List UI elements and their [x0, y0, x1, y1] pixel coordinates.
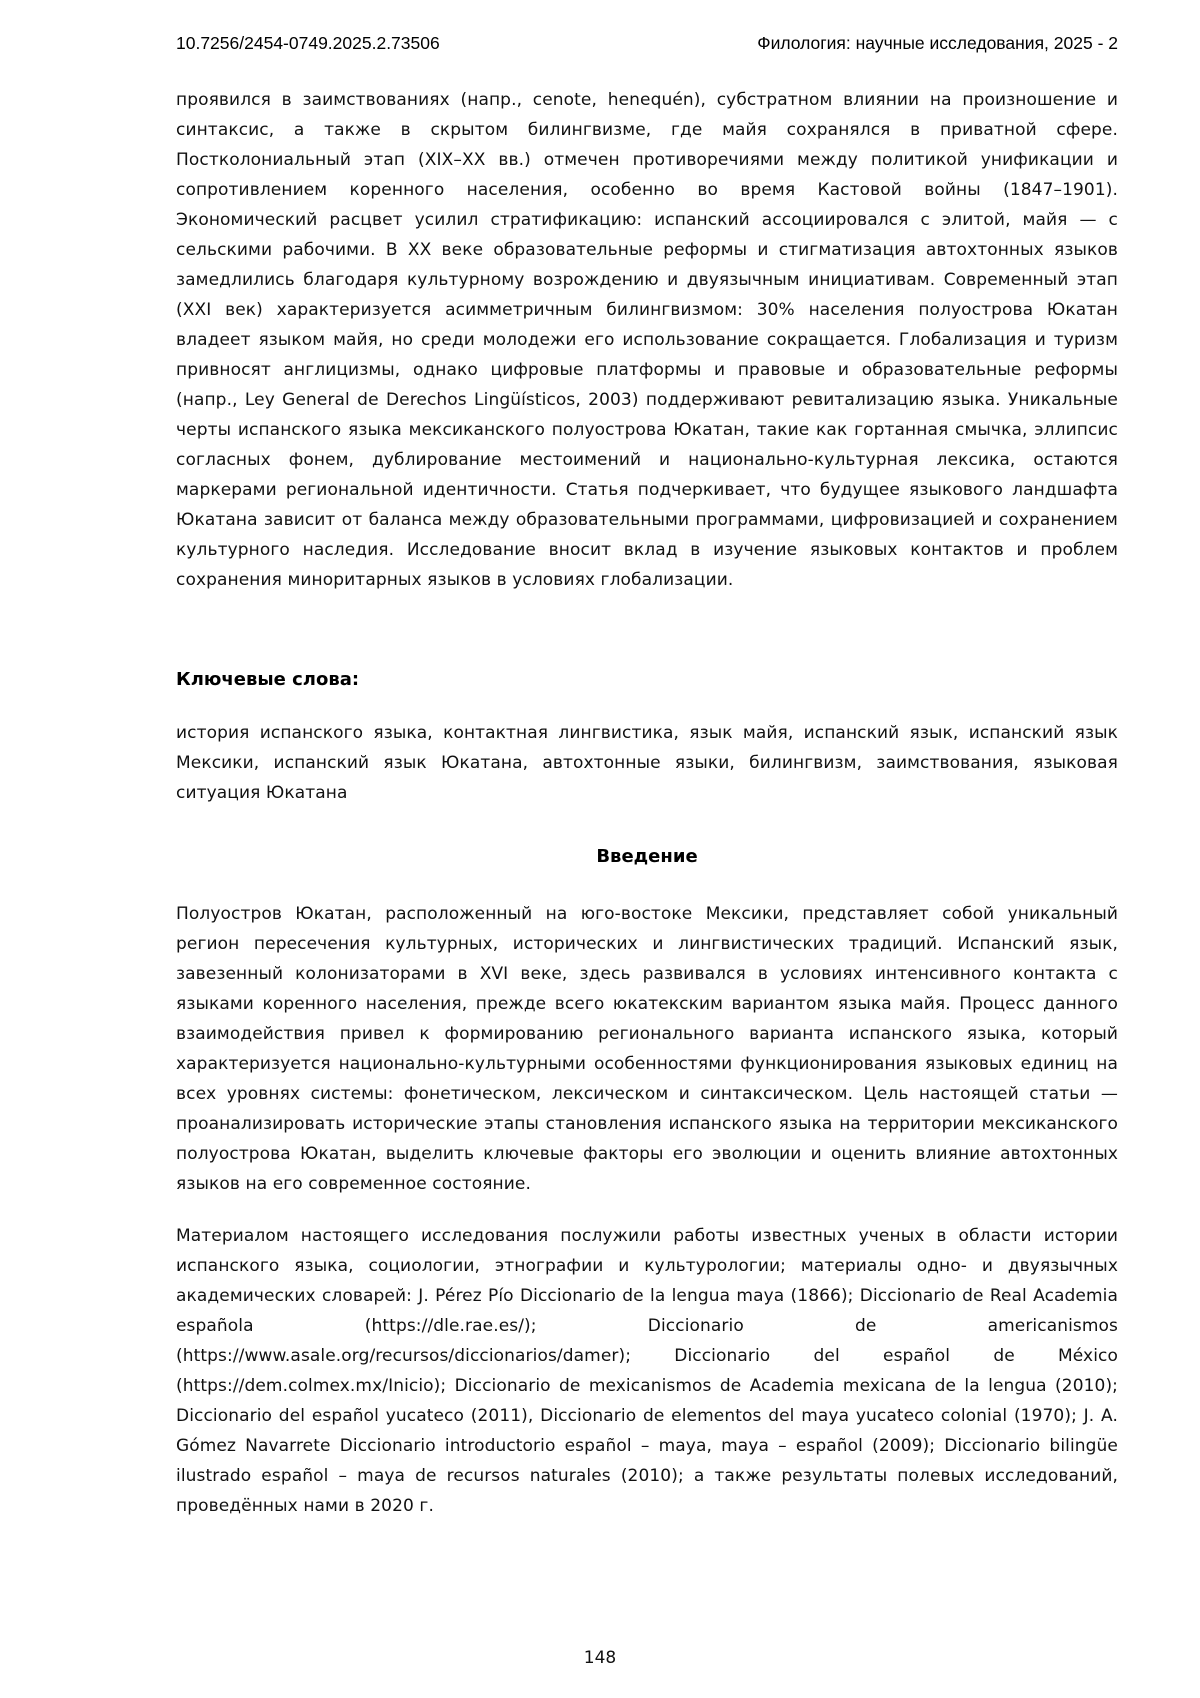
journal-title: Филология: научные исследования, 2025 - 2 [757, 33, 1118, 53]
doi-number: 10.7256/2454-0749.2025.2.73506 [176, 33, 440, 53]
page-number: 148 [583, 1648, 617, 1668]
page-footer [0, 1648, 1200, 1668]
introduction-paragraph-2: Материалом настоящего исследования послужили работы известных ученых в области истории испанского языка, социологии, этнографии и культурологии; материалы одно- и двуязычных академических словарей: J. Pérez Pío Diccionario de la lengua maya (1866); Diccionario de Real Academia española (https://dle.rae.es/); Diccionario de americanismos (https://www.asale.org/recursos/diccionarios/damer); Diccionario del español de México (https://dem.colmex.mx/Inicio); Diccionario de mexicanismos de Academia mexicana de la lengua (2010); Diccionario del español yucateco (2011), Diccionario de elementos del maya yucateco colonial (1970); J. A. Gómez Navarrete Diccionario introductorio español – maya, maya – español (2009); Diccionario bilingüe ilustrado español – maya de recursos naturales (2010); а также результаты полевых исследований, проведённых нами в 2020 г. [176, 1226, 1118, 1516]
introduction-paragraph-1: Полуостров Юкатан, расположенный на юго-востоке Мексики, представляет собой уникальный регион пересечения культурных, исторических и лингвистических традиций. Испанский язык, завезенный колонизаторами в XVI веке, здесь развивался в условиях интенсивного контакта с языками коренного населения, прежде всего юкатекским вариантом языка майя. Процесс данного взаимодействия привел к формированию регионального варианта испанского языка, который характеризуется национально-культурными особенностями функционирования языковых единиц на всех уровнях системы: фонетическом, лексическом и синтаксическом. Цель настоящей статьи — проанализировать исторические этапы становления испанского языка на территории мексиканского полуострова Юкатан, выделить ключевые факторы его эволюции и оценить влияние автохтонных языков на его современное состояние. [176, 904, 1118, 1194]
article-body [176, 85, 1118, 1521]
keywords-heading: Ключевые слова: [176, 669, 360, 690]
keywords-text: история испанского языка, контактная лингвистика, язык майя, испанский язык, испанский язык Мексики, испанский язык Юкатана, автохтонные языки, билингвизм, заимствования, языковая ситуация Юкатана [176, 723, 1118, 803]
abstract-paragraph: проявился в заимствованиях (напр., cenote, henequén), субстратном влиянии на произношение и синтаксис, а также в скрытом билингвизме, где майя сохранялся в приватной сфере. Постколониальный этап (XIX–XX вв.) отмечен противоречиями между политикой унификации и сопротивлением коренного населения, особенно во время Кастовой войны (1847–1901). Экономический расцвет усилил стратификацию: испанский ассоциировался с элитой, майя — с сельскими рабочими. В XX веке образовательные реформы и стигматизация автохтонных языков замедлились благодаря культурному возрождению и двуязычным инициативам. Современный этап (XXI век) характеризуется асимметричным билингвизмом: 30% населения полуострова Юкатан владеет языком майя, но среди молодежи его использование сокращается. Глобализация и туризм привносят англицизмы, однако цифровые платформы и правовые и образовательные реформы (напр., Ley General de Derechos Lingüísticos, 2003) поддерживают ревитализацию языка. Уникальные черты испанского языка мексиканского полуострова Юкатан, такие как гортанная смычка, эллипсис согласных фонем, дублирование местоимений и национально-культурная лексика, остаются маркерами региональной идентичности. Статья подчеркивает, что будущее языкового ландшафта Юкатана зависит от баланса между образовательными программами, цифровизацией и сохранением культурного наследия. Исследование вносит вклад в изучение языковых контактов и проблем сохранения миноритарных языков в условиях глобализации. [176, 90, 1118, 590]
introduction-heading: Введение [596, 846, 698, 867]
page-header [176, 0, 1118, 54]
